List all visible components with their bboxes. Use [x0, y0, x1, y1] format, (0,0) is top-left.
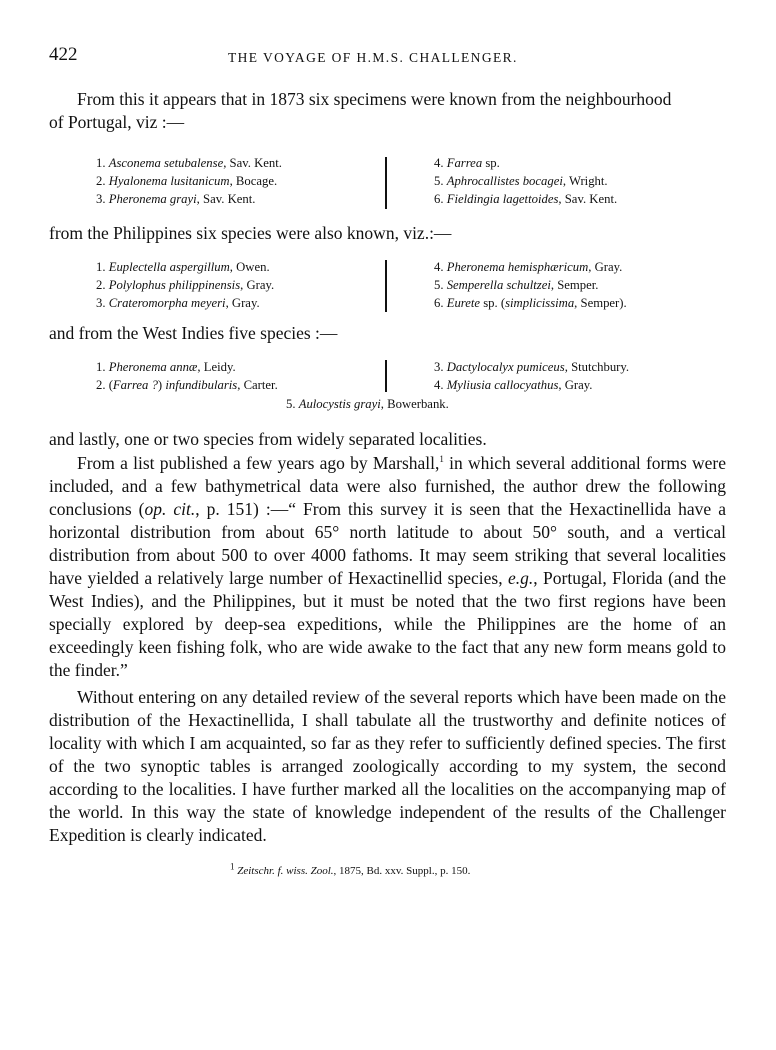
list-item: 6. Fieldingia lagettoides, Sav. Kent. — [434, 192, 618, 206]
westindies-intro: and from the West Indies five species :— — [49, 323, 338, 343]
list-item: 1. Pheronema annæ, Leidy. — [96, 360, 236, 374]
list-item: 4. Pheronema hemisphæricum, Gray. — [434, 260, 623, 274]
marshall-paragraph: From a list published a few years ago by Marshall,$^1$ in which several additional forms were included, and a few bathymetrical data were also furnished, the author drew the following conclusions (op. cit., p. 151) :—“ From this survey it is seen that the Hexactinellida have a horizontal distribution from about 65° north latitude to about 50° south, and a vertical distribution from about 500 to over 4000 fathoms. It may seem striking that several localities have yielded a relatively large number of Hexactinellid species, e.g., Portugal, Florida (and the West Indies), and the Philippines, but it must be noted that the two first regions have been specially explored by deep-sea expeditions, while the Philippines are the home of an exceedingly keen fishing folk, who are wide awake to the fact that any new form means gold to the finder.” — [49, 453, 726, 680]
column-divider — [385, 157, 387, 209]
list-item: 4. Myliusia callocyathus, Gray. — [434, 378, 593, 392]
philippines-list-left — [96, 258, 274, 312]
list-item: 6. Eurete sp. (simplicissima, Semper). — [434, 296, 627, 310]
list-item: 4. Farrea sp. — [434, 156, 500, 170]
lastly-line: and lastly, one or two species from widely separated localities. — [49, 429, 487, 449]
list-item: 2. Polylophus philippinensis, Gray. — [96, 278, 275, 292]
westindies-list-center — [286, 395, 449, 413]
list-item: 1. Asconema setubalense, Sav. Kent. — [96, 156, 282, 170]
footnote-ref: 1 — [439, 454, 444, 465]
list-item: 5. Aulocystis grayi, Bowerbank. — [286, 397, 449, 411]
westindies-list-right — [434, 358, 629, 394]
philippines-list-right — [434, 258, 627, 312]
philippines-intro: from the Philippines six species were also known, viz.:— — [49, 223, 452, 243]
intro-line-2: of Portugal, viz :— — [49, 112, 185, 132]
list-item: 3. Dactylocalyx pumiceus, Stutchbury. — [434, 360, 630, 374]
page-number: 422 — [49, 44, 78, 65]
column-divider — [385, 360, 387, 392]
list-item: 2. (Farrea ?) infundibularis, Carter. — [96, 378, 278, 392]
footnote: $^1$ Zeitschr. f. wiss. Zool., 1875, Bd. xxv. Suppl., p. 150. — [230, 861, 471, 877]
list-item: 2. Hyalonema lusitanicum, Bocage. — [96, 174, 278, 188]
list-item: 3. Pheronema grayi, Sav. Kent. — [96, 192, 256, 206]
intro-line-1: From this it appears that in 1873 six specimens were known from the neighbourhood — [77, 89, 672, 109]
westindies-list-left — [96, 358, 278, 394]
portugal-list-right — [434, 154, 617, 208]
running-title: THE VOYAGE OF H.M.S. CHALLENGER. — [228, 50, 518, 65]
distribution-paragraph: Without entering on any detailed review of the several reports which have been made on the distribution of the Hexactinellida, I shall tabulate all the trustworthy and definite notices of locality with which I am acquainted, so far as they refer to sufficiently defined species. The first of the two synoptic tables is arranged zoologically according to my system, the second according to the localities. I have further marked all the localities on the accompanying map of the world. In this way the state of knowledge independent of the results of the Challenger Expedition is clearly indicated. — [49, 687, 726, 845]
intro-paragraph — [49, 88, 726, 134]
list-item: 1. Euplectella aspergillum, Owen. — [96, 260, 270, 274]
list-item: 3. Crateromorpha meyeri, Gray. — [96, 296, 260, 310]
column-divider — [385, 260, 387, 312]
list-item: 5. Aphrocallistes bocagei, Wright. — [434, 174, 608, 188]
list-item: 5. Semperella schultzei, Semper. — [434, 278, 599, 292]
portugal-list-left — [96, 154, 282, 208]
